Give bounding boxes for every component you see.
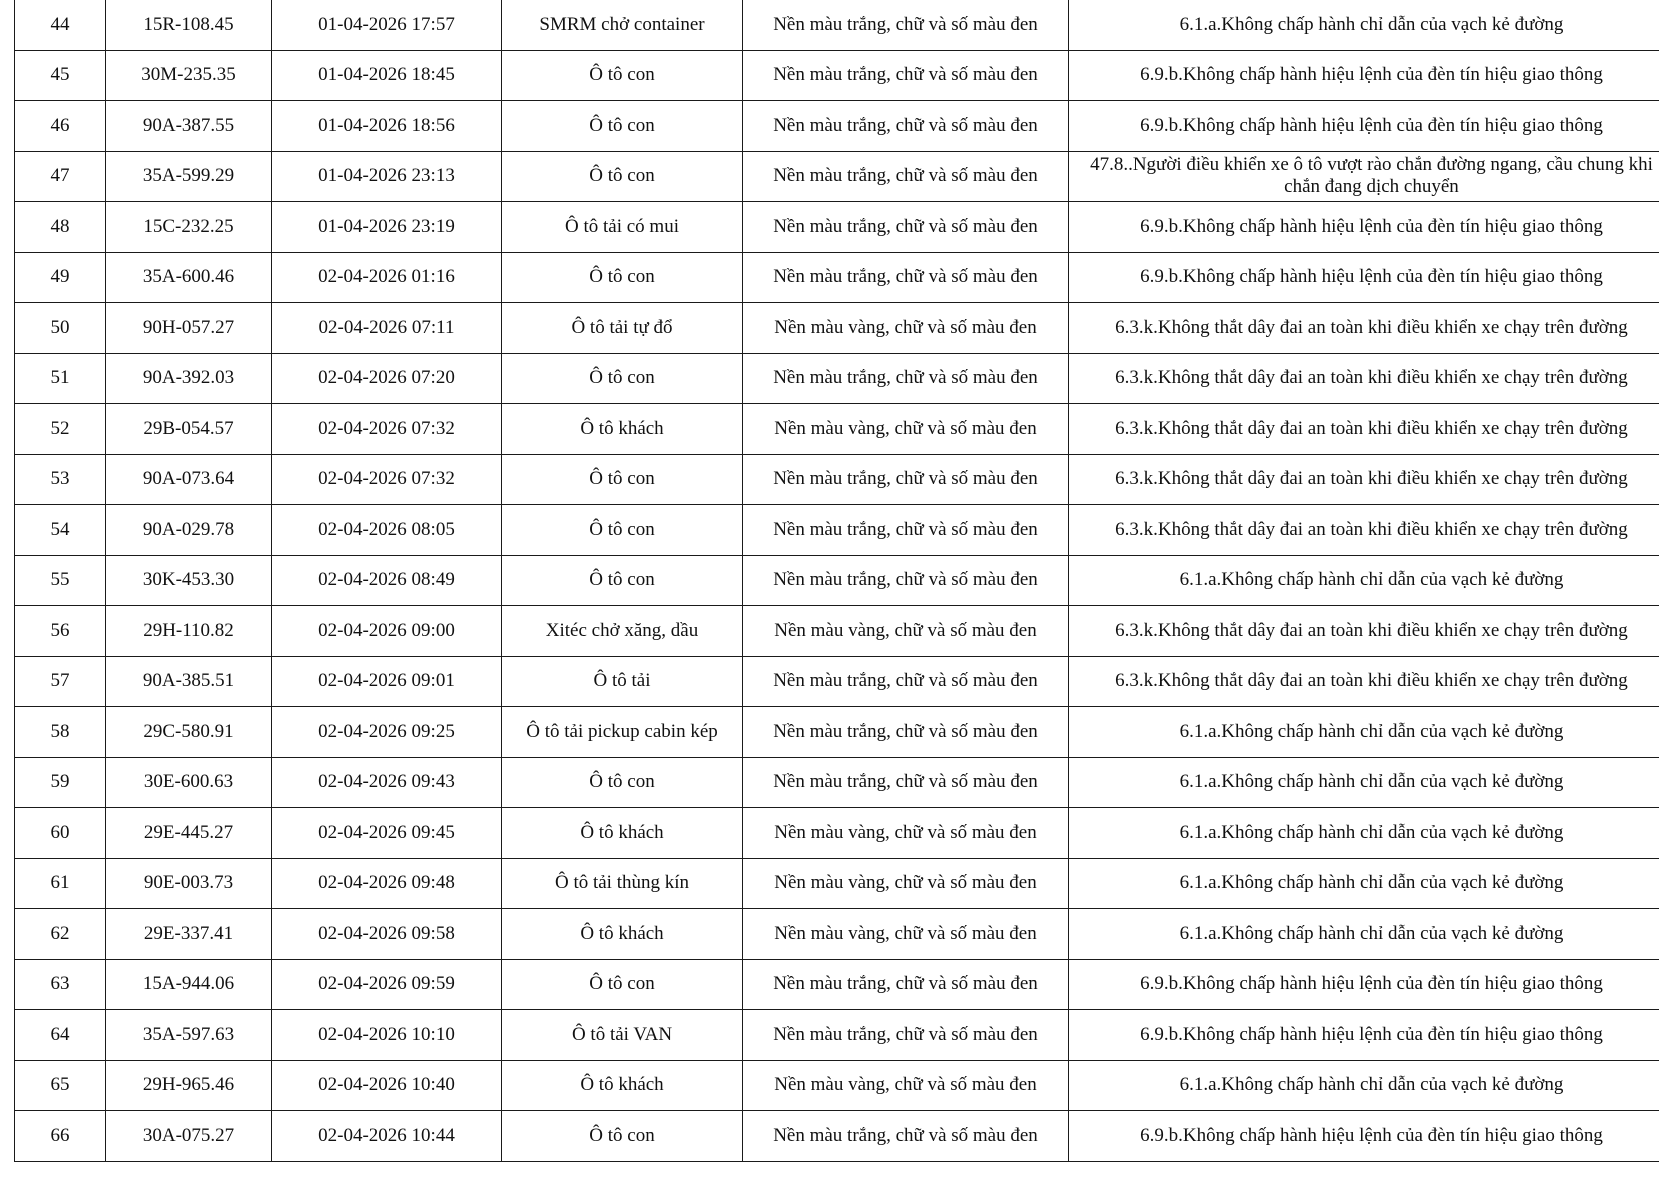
cell-time: 02-04-2026 10:44	[272, 1111, 502, 1162]
cell-plate: 29B-054.57	[106, 404, 272, 455]
table-row	[15, 505, 1659, 556]
cell-plate-color: Nền màu trắng, chữ và số màu đen	[743, 757, 1069, 808]
cell-violation: 6.9.b.Không chấp hành hiệu lệnh của đèn tín hiệu giao thông	[1069, 1111, 1659, 1162]
cell-time: 02-04-2026 07:11	[272, 303, 502, 354]
cell-plate: 29C-580.91	[106, 707, 272, 758]
cell-violation: 6.1.a.Không chấp hành chỉ dẫn của vạch kẻ đường	[1069, 757, 1659, 808]
cell-stt: 54	[15, 505, 106, 556]
table-row	[15, 353, 1659, 404]
cell-stt: 56	[15, 606, 106, 657]
cell-plate-color: Nền màu vàng, chữ và số màu đen	[743, 808, 1069, 859]
cell-stt: 53	[15, 454, 106, 505]
cell-vehicle-type: Ô tô khách	[502, 1060, 743, 1111]
cell-plate: 30A-075.27	[106, 1111, 272, 1162]
cell-plate-color: Nền màu trắng, chữ và số màu đen	[743, 959, 1069, 1010]
cell-vehicle-type: Ô tô con	[502, 151, 743, 202]
cell-time: 01-04-2026 23:13	[272, 151, 502, 202]
cell-plate: 29H-965.46	[106, 1060, 272, 1111]
table-row	[15, 707, 1659, 758]
cell-plate: 15R-108.45	[106, 0, 272, 50]
cell-violation: 6.9.b.Không chấp hành hiệu lệnh của đèn tín hiệu giao thông	[1069, 50, 1659, 101]
cell-plate-color: Nền màu vàng, chữ và số màu đen	[743, 1060, 1069, 1111]
cell-time: 02-04-2026 01:16	[272, 252, 502, 303]
cell-time: 01-04-2026 17:57	[272, 0, 502, 50]
cell-plate: 30E-600.63	[106, 757, 272, 808]
cell-stt: 45	[15, 50, 106, 101]
cell-time: 02-04-2026 09:48	[272, 858, 502, 909]
table-row	[15, 858, 1659, 909]
cell-violation: 6.9.b.Không chấp hành hiệu lệnh của đèn tín hiệu giao thông	[1069, 101, 1659, 152]
cell-plate-color: Nền màu vàng, chữ và số màu đen	[743, 303, 1069, 354]
cell-vehicle-type: Ô tô tải có mui	[502, 202, 743, 253]
cell-plate-color: Nền màu trắng, chữ và số màu đen	[743, 101, 1069, 152]
cell-plate: 30K-453.30	[106, 555, 272, 606]
cell-plate-color: Nền màu vàng, chữ và số màu đen	[743, 858, 1069, 909]
cell-stt: 55	[15, 555, 106, 606]
cell-vehicle-type: Ô tô con	[502, 454, 743, 505]
table-row	[15, 303, 1659, 354]
cell-vehicle-type: Ô tô khách	[502, 404, 743, 455]
cell-violation: 6.1.a.Không chấp hành chỉ dẫn của vạch kẻ đường	[1069, 808, 1659, 859]
cell-plate-color: Nền màu trắng, chữ và số màu đen	[743, 454, 1069, 505]
cell-stt: 57	[15, 656, 106, 707]
cell-stt: 61	[15, 858, 106, 909]
cell-violation: 6.3.k.Không thắt dây đai an toàn khi điều khiển xe chạy trên đường	[1069, 303, 1659, 354]
cell-vehicle-type: Ô tô con	[502, 101, 743, 152]
cell-time: 02-04-2026 09:00	[272, 606, 502, 657]
cell-stt: 49	[15, 252, 106, 303]
cell-plate: 90E-003.73	[106, 858, 272, 909]
cell-plate: 35A-600.46	[106, 252, 272, 303]
cell-stt: 48	[15, 202, 106, 253]
cell-time: 01-04-2026 18:56	[272, 101, 502, 152]
cell-plate: 90H-057.27	[106, 303, 272, 354]
table-row	[15, 202, 1659, 253]
cell-stt: 52	[15, 404, 106, 455]
cell-violation: 6.9.b.Không chấp hành hiệu lệnh của đèn tín hiệu giao thông	[1069, 1010, 1659, 1061]
table-row	[15, 151, 1659, 202]
cell-violation: 6.1.a.Không chấp hành chỉ dẫn của vạch kẻ đường	[1069, 1060, 1659, 1111]
table-row	[15, 959, 1659, 1010]
cell-time: 02-04-2026 09:59	[272, 959, 502, 1010]
cell-stt: 64	[15, 1010, 106, 1061]
cell-plate: 29E-337.41	[106, 909, 272, 960]
cell-plate: 15C-232.25	[106, 202, 272, 253]
cell-plate-color: Nền màu trắng, chữ và số màu đen	[743, 50, 1069, 101]
cell-plate: 90A-392.03	[106, 353, 272, 404]
cell-stt: 47	[15, 151, 106, 202]
table-row	[15, 555, 1659, 606]
table-row	[15, 1010, 1659, 1061]
cell-violation: 6.3.k.Không thắt dây đai an toàn khi điều khiển xe chạy trên đường	[1069, 656, 1659, 707]
cell-violation: 6.9.b.Không chấp hành hiệu lệnh của đèn tín hiệu giao thông	[1069, 202, 1659, 253]
cell-plate-color: Nền màu trắng, chữ và số màu đen	[743, 505, 1069, 556]
cell-plate: 15A-944.06	[106, 959, 272, 1010]
cell-plate: 35A-599.29	[106, 151, 272, 202]
cell-violation: 6.3.k.Không thắt dây đai an toàn khi điều khiển xe chạy trên đường	[1069, 454, 1659, 505]
cell-time: 02-04-2026 07:32	[272, 454, 502, 505]
table-row	[15, 757, 1659, 808]
cell-plate-color: Nền màu trắng, chữ và số màu đen	[743, 0, 1069, 50]
cell-plate: 29H-110.82	[106, 606, 272, 657]
cell-vehicle-type: Ô tô con	[502, 959, 743, 1010]
cell-vehicle-type: Ô tô khách	[502, 909, 743, 960]
cell-time: 02-04-2026 09:58	[272, 909, 502, 960]
table-row	[15, 808, 1659, 859]
violations-table-body	[15, 0, 1659, 1161]
cell-stt: 51	[15, 353, 106, 404]
cell-vehicle-type: Ô tô khách	[502, 808, 743, 859]
table-row	[15, 454, 1659, 505]
cell-vehicle-type: Ô tô con	[502, 50, 743, 101]
cell-time: 02-04-2026 09:43	[272, 757, 502, 808]
cell-vehicle-type: Ô tô con	[502, 505, 743, 556]
cell-time: 02-04-2026 09:01	[272, 656, 502, 707]
violations-table	[14, 0, 1659, 1162]
cell-stt: 66	[15, 1111, 106, 1162]
cell-vehicle-type: Ô tô tải thùng kín	[502, 858, 743, 909]
cell-plate-color: Nền màu vàng, chữ và số màu đen	[743, 404, 1069, 455]
cell-time: 02-04-2026 07:20	[272, 353, 502, 404]
cell-plate: 29E-445.27	[106, 808, 272, 859]
table-row	[15, 1060, 1659, 1111]
cell-stt: 44	[15, 0, 106, 50]
cell-stt: 59	[15, 757, 106, 808]
cell-violation: 6.9.b.Không chấp hành hiệu lệnh của đèn tín hiệu giao thông	[1069, 252, 1659, 303]
cell-violation: 6.1.a.Không chấp hành chỉ dẫn của vạch kẻ đường	[1069, 707, 1659, 758]
cell-plate-color: Nền màu trắng, chữ và số màu đen	[743, 1010, 1069, 1061]
cell-vehicle-type: Ô tô tải pickup cabin kép	[502, 707, 743, 758]
cell-stt: 50	[15, 303, 106, 354]
cell-plate: 90A-385.51	[106, 656, 272, 707]
table-row	[15, 404, 1659, 455]
cell-vehicle-type: Ô tô con	[502, 353, 743, 404]
cell-plate: 35A-597.63	[106, 1010, 272, 1061]
cell-plate-color: Nền màu trắng, chữ và số màu đen	[743, 707, 1069, 758]
cell-time: 02-04-2026 10:40	[272, 1060, 502, 1111]
cell-plate: 30M-235.35	[106, 50, 272, 101]
cell-stt: 60	[15, 808, 106, 859]
cell-violation: 6.9.b.Không chấp hành hiệu lệnh của đèn tín hiệu giao thông	[1069, 959, 1659, 1010]
cell-time: 02-04-2026 09:25	[272, 707, 502, 758]
cell-vehicle-type: Ô tô con	[502, 252, 743, 303]
cell-plate-color: Nền màu trắng, chữ và số màu đen	[743, 1111, 1069, 1162]
cell-stt: 46	[15, 101, 106, 152]
table-row	[15, 909, 1659, 960]
cell-plate-color: Nền màu trắng, chữ và số màu đen	[743, 656, 1069, 707]
cell-vehicle-type: Ô tô tải tự đổ	[502, 303, 743, 354]
table-row	[15, 101, 1659, 152]
table-row	[15, 252, 1659, 303]
cell-plate-color: Nền màu trắng, chữ và số màu đen	[743, 202, 1069, 253]
cell-time: 02-04-2026 09:45	[272, 808, 502, 859]
cell-time: 01-04-2026 18:45	[272, 50, 502, 101]
cell-vehicle-type: Ô tô tải	[502, 656, 743, 707]
cell-vehicle-type: Ô tô con	[502, 1111, 743, 1162]
cell-plate-color: Nền màu vàng, chữ và số màu đen	[743, 606, 1069, 657]
cell-time: 02-04-2026 07:32	[272, 404, 502, 455]
cell-violation: 6.3.k.Không thắt dây đai an toàn khi điều khiển xe chạy trên đường	[1069, 505, 1659, 556]
cell-violation: 6.1.a.Không chấp hành chỉ dẫn của vạch kẻ đường	[1069, 555, 1659, 606]
cell-stt: 65	[15, 1060, 106, 1111]
table-row	[15, 606, 1659, 657]
cell-vehicle-type: Ô tô con	[502, 555, 743, 606]
cell-time: 02-04-2026 08:49	[272, 555, 502, 606]
cell-stt: 58	[15, 707, 106, 758]
table-row	[15, 0, 1659, 50]
cell-plate: 90A-029.78	[106, 505, 272, 556]
cell-stt: 63	[15, 959, 106, 1010]
cell-plate-color: Nền màu trắng, chữ và số màu đen	[743, 353, 1069, 404]
cell-time: 01-04-2026 23:19	[272, 202, 502, 253]
cell-violation: 6.3.k.Không thắt dây đai an toàn khi điều khiển xe chạy trên đường	[1069, 606, 1659, 657]
cell-vehicle-type: Ô tô tải VAN	[502, 1010, 743, 1061]
cell-vehicle-type: Xitéc chở xăng, dầu	[502, 606, 743, 657]
cell-plate: 90A-073.64	[106, 454, 272, 505]
cell-violation: 6.3.k.Không thắt dây đai an toàn khi điều khiển xe chạy trên đường	[1069, 404, 1659, 455]
cell-violation: 6.3.k.Không thắt dây đai an toàn khi điều khiển xe chạy trên đường	[1069, 353, 1659, 404]
cell-time: 02-04-2026 10:10	[272, 1010, 502, 1061]
cell-vehicle-type: Ô tô con	[502, 757, 743, 808]
cell-plate-color: Nền màu vàng, chữ và số màu đen	[743, 909, 1069, 960]
cell-plate: 90A-387.55	[106, 101, 272, 152]
cell-violation: 6.1.a.Không chấp hành chỉ dẫn của vạch kẻ đường	[1069, 0, 1659, 50]
cell-vehicle-type: SMRM chở container	[502, 0, 743, 50]
cell-plate-color: Nền màu trắng, chữ và số màu đen	[743, 252, 1069, 303]
cell-stt: 62	[15, 909, 106, 960]
table-row	[15, 656, 1659, 707]
cell-violation: 47.8..Người điều khiển xe ô tô vượt rào chắn đường ngang, cầu chung khi chắn đang dịch chuyển	[1069, 151, 1659, 202]
table-row	[15, 50, 1659, 101]
cell-plate-color: Nền màu trắng, chữ và số màu đen	[743, 555, 1069, 606]
table-row	[15, 1111, 1659, 1162]
cell-violation: 6.1.a.Không chấp hành chỉ dẫn của vạch kẻ đường	[1069, 909, 1659, 960]
cell-violation: 6.1.a.Không chấp hành chỉ dẫn của vạch kẻ đường	[1069, 858, 1659, 909]
cell-plate-color: Nền màu trắng, chữ và số màu đen	[743, 151, 1069, 202]
cell-time: 02-04-2026 08:05	[272, 505, 502, 556]
